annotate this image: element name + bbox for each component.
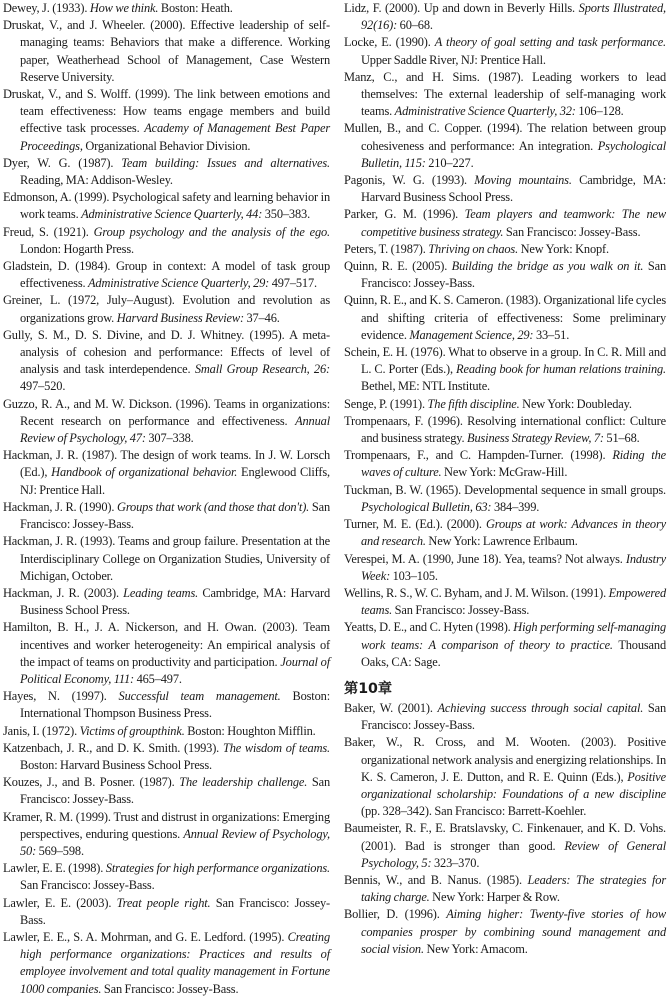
- reference-title: Group psychology and the analysis of the ego.: [93, 224, 330, 239]
- reference-entry: [344, 396, 666, 413]
- reference-entry: [344, 734, 666, 820]
- reference-title: Psychological Bulletin, 115:: [361, 138, 666, 170]
- reference-entry: [3, 533, 330, 585]
- reference-entry: [344, 206, 666, 240]
- reference-text: Wellins, R. S., W. C. Byham, and J. M. Wilson. (1991).: [344, 585, 609, 600]
- reference-entry: [3, 809, 330, 861]
- reference-text: Pagonis, W. G. (1993).: [344, 173, 475, 188]
- reference-text: Hayes, N. (1997).: [3, 689, 119, 704]
- reference-entry: [3, 0, 330, 17]
- reference-publisher: New York: Amacom.: [423, 941, 528, 956]
- reference-entry: [3, 327, 330, 396]
- reference-title: Positive organizational scholarship: Foundations of a new discipline: [361, 769, 666, 801]
- reference-publisher: 497–520.: [20, 379, 66, 394]
- reference-title: Psychological Bulletin, 63:: [361, 499, 492, 514]
- reference-title: Strategies for high performance organizations.: [105, 861, 330, 876]
- reference-entry: [3, 895, 330, 929]
- reference-publisher: San Francisco: Jossey-Bass.: [361, 700, 667, 733]
- reference-text: Guzzo, R. A., and M. W. Dickson. (1996). Teams in organizations: Recent research on performance and effectiveness.: [3, 396, 330, 428]
- reference-publisher: San Francisco: Jossey-Bass.: [503, 224, 641, 239]
- reference-text: Mullen, B., and C. Copper. (1994). The relation between group cohesiveness and performance: An integration.: [344, 121, 666, 153]
- reference-publisher: 497–517.: [269, 276, 317, 291]
- reference-publisher: San Francisco: Jossey-Bass.: [20, 775, 331, 807]
- reference-text: Hackman, J. R. (1993). Teams and group failure. Presentation at the Interdisciplinary College on Organization Studies, University of Michigan, October.: [3, 534, 330, 583]
- reference-title: Empowered teams.: [361, 585, 666, 618]
- reference-title: Industry Week:: [361, 551, 666, 583]
- reference-entry: [344, 241, 666, 258]
- reference-text: Parker, G. M. (1996).: [344, 207, 465, 222]
- reference-publisher: Bethel, ME: NTL Institute.: [361, 379, 490, 394]
- reference-text: Peters, T. (1987).: [344, 241, 429, 256]
- reference-title: Groups that work (and those that don't).: [117, 499, 310, 514]
- reference-entry: [3, 189, 330, 223]
- reference-entry: [3, 723, 330, 740]
- reference-entry: [3, 619, 330, 688]
- reference-entry: [3, 860, 330, 894]
- left-column: [3, 0, 330, 998]
- reference-text: Lidz, F. (2000). Up and down in Beverly Hills.: [344, 1, 579, 15]
- reference-title: Riding the waves of culture.: [361, 448, 666, 480]
- reference-publisher: San Francisco: Jossey-Bass.: [392, 603, 530, 618]
- reference-text: Kouzes, J., and B. Posner. (1987).: [3, 775, 180, 790]
- reference-title: Administrative Science Quarterly, 44:: [81, 207, 263, 222]
- reference-publisher: Upper Saddle River, NJ: Prentice Hall.: [361, 52, 546, 67]
- reference-publisher: London: Hogarth Press.: [20, 241, 134, 256]
- reference-publisher: 384–399.: [491, 499, 540, 514]
- reference-publisher: 350–383.: [262, 207, 311, 222]
- reference-publisher: 33–51.: [533, 327, 570, 342]
- reference-title: Team building: Issues and alternatives.: [121, 155, 330, 170]
- reference-entry: [344, 619, 666, 671]
- reference-text: Bollier, D. (1996).: [344, 907, 447, 922]
- reference-entry: [344, 551, 666, 585]
- reference-entry: [344, 820, 666, 872]
- reference-entry: [3, 292, 330, 326]
- reference-text: Baker, W., R. Cross, and M. Wooten. (2003). Positive organizational network analysis and energizing relationships. In K. S. Cameron, J. E. Dutton, and R. E. Quinn (Eds.),: [344, 735, 666, 784]
- reference-text: Baker, W. (2001).: [344, 700, 438, 715]
- reference-publisher: Boston: Harvard Business School Press.: [20, 757, 212, 772]
- reference-text: Edmonson, A. (1999). Psychological safety and learning behavior in work teams.: [3, 190, 330, 222]
- reference-publisher: 465–497.: [134, 671, 182, 686]
- reference-entry: [344, 906, 666, 958]
- reference-entry: [344, 34, 666, 68]
- reference-entry: [3, 224, 330, 258]
- reference-title: Journal of Political Economy, 111:: [20, 654, 330, 686]
- reference-entry: [3, 499, 330, 533]
- reference-text: Gully, S. M., D. S. Divine, and D. J. Whitney. (1995). A meta-analysis of cohesion and performance: Effects of level of analysis and task interdependence.: [3, 327, 330, 377]
- reference-publisher: New York: Knopf.: [518, 241, 609, 256]
- reference-publisher: San Francisco: Jossey-Bass.: [20, 878, 155, 893]
- reference-text: Janis, I. (1972).: [3, 723, 80, 738]
- reference-title: Business Strategy Review, 7:: [467, 431, 604, 446]
- reference-publisher: 323–370.: [431, 855, 480, 870]
- reference-title: Academy of Management Best Paper Proceedings,: [20, 121, 330, 153]
- reference-entry: [344, 0, 666, 34]
- reference-publisher: 307–338.: [145, 431, 194, 446]
- reference-publisher: 60–68.: [397, 18, 433, 33]
- reference-title: Thriving on chaos.: [428, 241, 519, 256]
- reference-title: Annual Review of Psychology, 50:: [20, 826, 330, 858]
- reference-text: Greiner, L. (1972, July–August). Evolution and revolution as organizations grow.: [3, 293, 330, 325]
- reference-publisher: Boston: Houghton Mifflin.: [184, 723, 316, 738]
- reference-entry: [344, 516, 666, 550]
- reference-text: Bennis, W., and B. Nanus. (1985).: [344, 872, 528, 887]
- reference-publisher: Cambridge, MA: Harvard Business School Press.: [20, 585, 331, 618]
- reference-text: Gladstein, D. (1984). Group in context: A model of task group effectiveness.: [3, 259, 330, 291]
- reference-entry: [344, 700, 666, 734]
- reference-title: Victims of groupthink.: [79, 723, 185, 738]
- reference-entry: [344, 258, 666, 292]
- reference-title: Building the bridge as you walk on it.: [451, 259, 644, 274]
- reference-entry: [344, 69, 666, 121]
- reference-publisher: 106–128.: [575, 104, 624, 119]
- reference-text: Verespei, M. A. (1990, June 18). Yea, teams? Not always.: [344, 551, 626, 566]
- reference-text: Hackman, J. R. (1987). The design of work teams. In J. W. Lorsch (Ed.),: [3, 448, 330, 480]
- reference-publisher: (pp. 328–342). San Francisco: Barrett-Koehler.: [361, 804, 587, 819]
- reference-text: Turner, M. E. (Ed.). (2000).: [344, 517, 486, 532]
- reference-publisher: New York: McGraw-Hill.: [441, 465, 568, 480]
- reference-publisher: New York: Harper & Row.: [429, 890, 560, 905]
- reference-text: Freud, S. (1921).: [3, 224, 94, 239]
- reference-text: Locke, E. (1990).: [344, 35, 435, 50]
- reference-entry: [3, 688, 330, 722]
- reference-text: Lawler, E. E. (2003).: [3, 895, 117, 910]
- reference-title: High performing self-managing work teams: A comparison of theory to practice.: [361, 620, 667, 652]
- reference-entry: [344, 292, 666, 344]
- reference-publisher: Boston: Heath.: [158, 1, 233, 15]
- reference-publisher: 210–227.: [425, 155, 474, 170]
- reference-entry: [3, 740, 330, 774]
- reference-publisher: New York: Doubleday.: [519, 396, 632, 411]
- reference-text: Trompenaars, F., and C. Hampden-Turner. (1998).: [344, 448, 613, 463]
- reference-publisher: 51–68.: [603, 431, 640, 446]
- reference-entry: [344, 413, 666, 447]
- reference-entry: [3, 774, 330, 808]
- reference-text: Druskat, V., and J. Wheeler. (2000). Effective leadership of self-managing teams: Behaviors that make a difference. Working paper, Weatherhead School of Management, Case Western Reserve University.: [3, 18, 330, 84]
- reference-title: A theory of goal setting and task performance.: [434, 35, 666, 50]
- reference-text: Dewey, J. (1933).: [3, 1, 90, 15]
- reference-text: Dyer, W. G. (1987).: [3, 155, 122, 170]
- reference-title: The wisdom of teams.: [222, 740, 330, 755]
- reference-title: Moving mountains.: [474, 173, 572, 188]
- reference-publisher: New York: Lawrence Erlbaum.: [425, 534, 578, 549]
- reference-title: Harvard Business Review:: [116, 310, 244, 325]
- reference-text: Trompenaars, F. (1996). Resolving international conflict: Culture and business strategy.: [344, 413, 666, 446]
- reference-title: The fifth discipline.: [427, 396, 520, 411]
- reference-title: Administrative Science Quarterly, 29:: [88, 276, 270, 291]
- reference-publisher: San Francisco: Jossey-Bass.: [20, 499, 331, 532]
- reference-title: Review of General Psychology, 5:: [361, 838, 666, 870]
- reference-entry: [344, 172, 666, 206]
- reference-publisher: Thousand Oaks, CA: Sage.: [361, 637, 667, 669]
- reference-entry: [3, 396, 330, 448]
- reference-text: Manz, C., and H. Sims. (1987). Leading workers to lead themselves: The external leadership of self-managing work teams.: [344, 69, 666, 119]
- reference-title: Leaders: The strategies for taking charge.: [361, 872, 667, 905]
- right-reference-list: [344, 0, 666, 671]
- reference-text: Hackman, J. R. (1990).: [3, 499, 118, 514]
- reference-title: Reading book for human relations training.: [456, 362, 666, 377]
- reference-text: Yeatts, D. E., and C. Hyten (1998).: [344, 620, 514, 635]
- reference-text: Senge, P. (1991).: [344, 396, 428, 411]
- reference-title: The leadership challenge.: [179, 775, 308, 790]
- reference-entry: [344, 120, 666, 172]
- reference-publisher: Englewood Cliffs, NJ: Prentice Hall.: [20, 465, 330, 497]
- reference-text: Katzenbach, J. R., and D. K. Smith. (1993).: [3, 740, 223, 755]
- reference-text: Lawler, E. E., S. A. Mohrman, and G. E. Ledford. (1995).: [3, 929, 288, 944]
- reference-title: Small Group Research, 26:: [194, 362, 330, 377]
- reference-publisher: Boston: International Thompson Business Press.: [20, 689, 330, 721]
- reference-title: How we think.: [89, 1, 159, 15]
- reference-entry: [344, 482, 666, 516]
- reference-publisher: San Francisco: Jossey-Bass.: [101, 981, 239, 996]
- reference-publisher: 569–598.: [36, 843, 84, 858]
- reference-title: Creating high performance organizations: Practices and results of employee involvement and total quality management in Fortune 1000 companies.: [20, 929, 330, 996]
- reference-text: Quinn, R. E. (2005).: [344, 259, 452, 274]
- reference-publisher: 103–105.: [390, 568, 438, 583]
- reference-publisher: Reading, MA: Addison-Wesley.: [20, 173, 173, 188]
- reference-text: Quinn, R. E., and K. S. Cameron. (1983). Organizational life cycles and shifting criteria of effectiveness: Some preliminary evidence.: [344, 293, 666, 342]
- reference-entry: [3, 86, 330, 155]
- reference-title: Team players and teamwork: The new competitive business strategy.: [361, 207, 666, 239]
- reference-entry: [3, 585, 330, 619]
- reference-title: Leading teams.: [123, 585, 199, 600]
- reference-text: Schein, E. H. (1976). What to observe in a group. In C. R. Mill and L. C. Porter (Eds.),: [344, 345, 666, 377]
- reference-text: Hamilton, B. H., J. A. Nickerson, and H. Owan. (2003). Team incentives and worker heterogeneity: An empirical analysis of the impact of teams on productivity and participation.: [3, 620, 330, 669]
- reference-entry: [344, 447, 666, 481]
- reference-publisher: San Francisco: Jossey-Bass.: [361, 259, 666, 291]
- reference-text: Druskat, V., and S. Wolff. (1999). The link between emotions and team effectiveness: How teams engage members and build effective task processes.: [3, 87, 330, 136]
- chapter-heading: 第10章: [344, 680, 393, 697]
- reference-entry: [344, 344, 666, 396]
- chapter-reference-list: [344, 700, 666, 958]
- reference-title: Administrative Science Quarterly, 32:: [394, 104, 576, 119]
- reference-text: Tuckman, B. W. (1965). Developmental sequence in small groups.: [344, 482, 666, 497]
- reference-publisher: Cambridge, MA: Harvard Business School Press.: [361, 173, 666, 205]
- reference-entry: [3, 17, 330, 86]
- reference-text: Lawler, E. E. (1998).: [3, 861, 106, 876]
- reference-entry: [344, 872, 666, 906]
- reference-title: Handbook of organizational behavior.: [51, 465, 238, 480]
- reference-entry: [344, 585, 666, 619]
- reference-title: Management Science, 29:: [409, 327, 534, 342]
- reference-title: Treat people right.: [116, 895, 211, 910]
- right-column: [344, 0, 666, 958]
- reference-entry: [3, 929, 330, 998]
- reference-title: Annual Review of Psychology, 47:: [20, 413, 330, 446]
- reference-title: Sports Illustrated, 92(16):: [361, 1, 666, 33]
- reference-title: Achieving success through social capital.: [437, 700, 644, 715]
- reference-entry: [3, 447, 330, 499]
- reference-publisher: Organizational Behavior Division.: [82, 138, 251, 153]
- reference-text: Hackman, J. R. (2003).: [3, 585, 124, 600]
- reference-publisher: 37–46.: [243, 310, 280, 325]
- reference-publisher: San Francisco: Jossey-Bass.: [20, 895, 331, 927]
- reference-title: Aiming higher: Twenty-five stories of how companies prosper by combining sound management and social vision.: [361, 907, 666, 956]
- reference-entry: [3, 155, 330, 189]
- reference-entry: [3, 258, 330, 292]
- reference-text: Baumeister, R. F., E. Bratslavsky, C. Finkenauer, and K. D. Vohs. (2001). Bad is stronger than good.: [344, 821, 666, 853]
- reference-title: Groups at work: Advances in theory and research.: [361, 517, 666, 549]
- reference-title: Successful team management.: [118, 689, 281, 704]
- reference-text: Kramer, R. M. (1999). Trust and distrust in organizations: Emerging perspectives, enduring questions.: [3, 809, 330, 841]
